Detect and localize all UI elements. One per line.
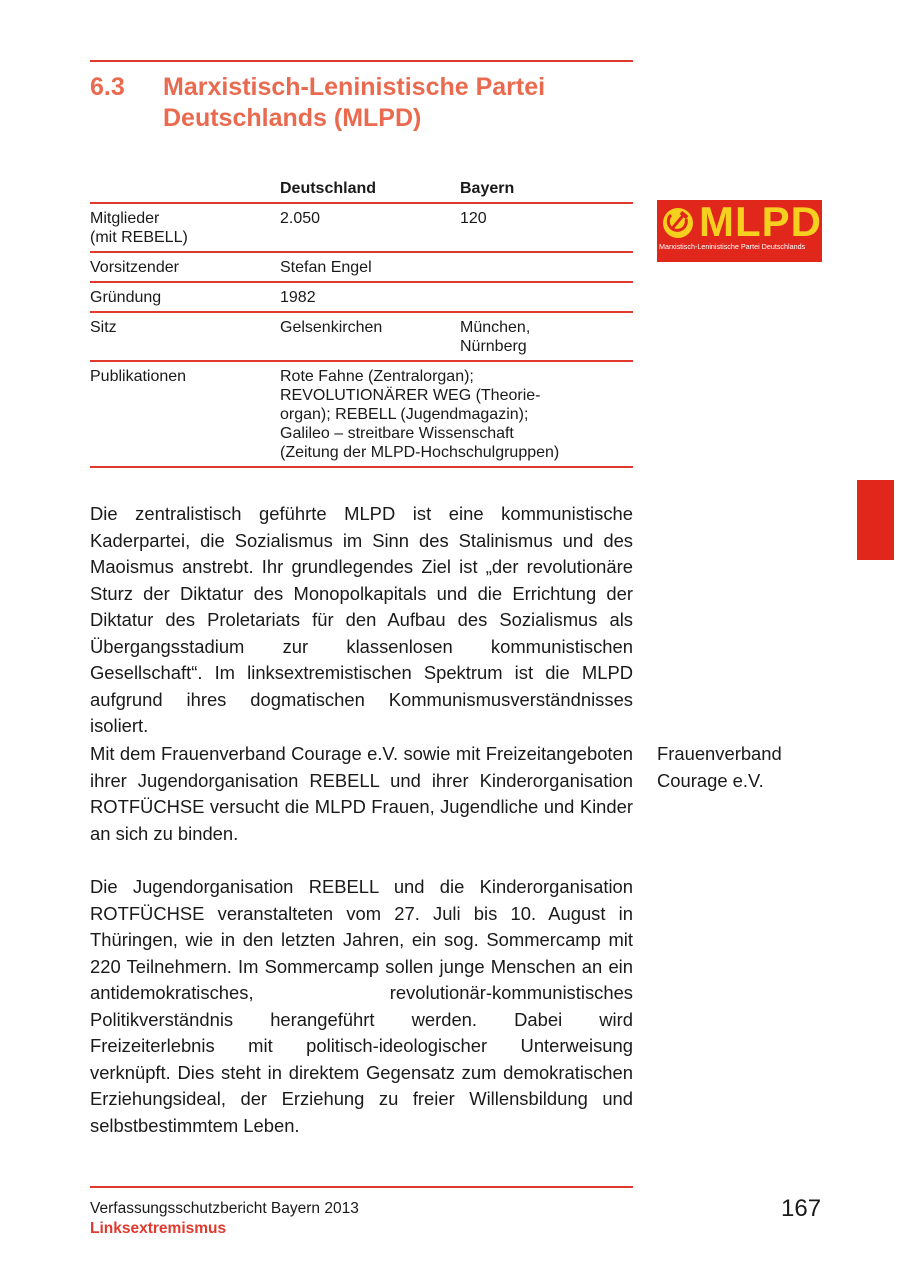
table-row bbox=[90, 312, 633, 361]
hammer-sickle-icon bbox=[661, 206, 695, 240]
section-title-line: Deutschlands (MLPD) bbox=[163, 104, 422, 132]
body-paragraph: Die Jugendorganisation REBELL und die Kinderorganisation ROTFÜCHSE veranstalteten vom 27. Juli bis 10. August in Thüringen, wie in den letzten Jahren, ein sog. Sommercamp mit 220 Teilnehmern. Im Sommercamp sollen junge Menschen an ein antidemokratisches, revolutionär-kommunistisches Politikverständnis herangeführt werden. Dabei wird Freizeiterlebnis mit politisch-ideologischer Unterweisung verknüpft. Dies steht in direktem Gegensatz zum demokratischen Erziehungsideal, der Erziehung zu freier Willensbildung und selbstbestimmtem Leben. bbox=[90, 876, 633, 1136]
section-number: 6.3 bbox=[90, 73, 125, 101]
cell-bayern: München, Nürnberg bbox=[460, 312, 633, 361]
body-paragraph: Mit dem Frauenverband Courage e.V. sowie mit Freizeitangeboten ihrer Jugendorganisation REBELL und ihrer Kinderorganisation ROTFÜCHSE versucht die MLPD Frauen, Jugendliche und Kinder an sich zu binden. bbox=[90, 743, 633, 844]
column-header: Deutschland bbox=[280, 180, 377, 197]
logo-wordmark: MLPD bbox=[699, 198, 822, 245]
cell-deutschland: Stefan Engel bbox=[280, 252, 460, 282]
page-number: 167 bbox=[781, 1195, 822, 1222]
cell-bayern: 120 bbox=[460, 203, 633, 252]
margin-note bbox=[657, 741, 847, 794]
report-title: Verfassungsschutzbericht Bayern 2013 bbox=[90, 1200, 359, 1217]
section-title-line: Marxistisch-Leninistische Partei bbox=[163, 73, 546, 101]
cell-deutschland: Rote Fahne (Zentralorgan); REVOLUTIONÄRER WEG (Theorie- organ); REBELL (Jugendmagazin); Galileo – streitbare Wissenschaft (Zeitung der MLPD-Hochschulgruppen) bbox=[280, 361, 633, 467]
table-row bbox=[90, 203, 633, 252]
column-header: Bayern bbox=[460, 180, 515, 197]
chapter-tab bbox=[857, 480, 894, 560]
cell-deutschland: 1982 bbox=[280, 282, 460, 312]
cell-bayern bbox=[460, 282, 633, 312]
footer-rule bbox=[90, 1186, 633, 1188]
table-row bbox=[90, 282, 633, 312]
margin-note-line: Courage e.V. bbox=[657, 769, 764, 791]
section-title bbox=[163, 72, 643, 134]
column-header bbox=[90, 175, 280, 203]
cell-bayern bbox=[460, 252, 633, 282]
row-label: Publikationen bbox=[90, 361, 280, 467]
table-row bbox=[90, 252, 633, 282]
cell-deutschland: Gelsenkirchen bbox=[280, 312, 460, 361]
cell-deutschland: 2.050 bbox=[280, 203, 460, 252]
row-label: Gründung bbox=[90, 282, 280, 312]
margin-note-line: Frauenverband bbox=[657, 743, 782, 764]
footer-category: Linksextremismus bbox=[90, 1220, 227, 1237]
logo-subtitle: Marxistisch-Leninistische Partei Deutschlands bbox=[659, 242, 806, 251]
row-label: Vorsitzender bbox=[90, 252, 280, 282]
table-header-row bbox=[90, 175, 633, 203]
mlpd-logo bbox=[657, 200, 822, 262]
body-paragraph: Die zentralistisch geführte MLPD ist eine kommunistische Kaderpartei, die Sozialismus im Sinn des Stalinismus und des Maoismus anstrebt. Ihr grundlegendes Ziel ist „der revolutionäre Sturz der Diktatur des Monopolkapitals und die Errichtung der Diktatur des Proletariats für den Aufbau des Sozialismus als Übergangsstadium zur klassenlosen kommunistischen Gesellschaft“. Im linksextremistischen Spektrum ist die MLPD aufgrund ihres dogmatischen Kommunismusverständnisses isoliert. bbox=[90, 503, 633, 736]
facts-table bbox=[90, 175, 633, 468]
footer bbox=[90, 1199, 359, 1239]
row-label: Sitz bbox=[90, 312, 280, 361]
top-rule bbox=[90, 60, 633, 62]
table-row bbox=[90, 361, 633, 467]
row-label: Mitglieder (mit REBELL) bbox=[90, 203, 280, 252]
